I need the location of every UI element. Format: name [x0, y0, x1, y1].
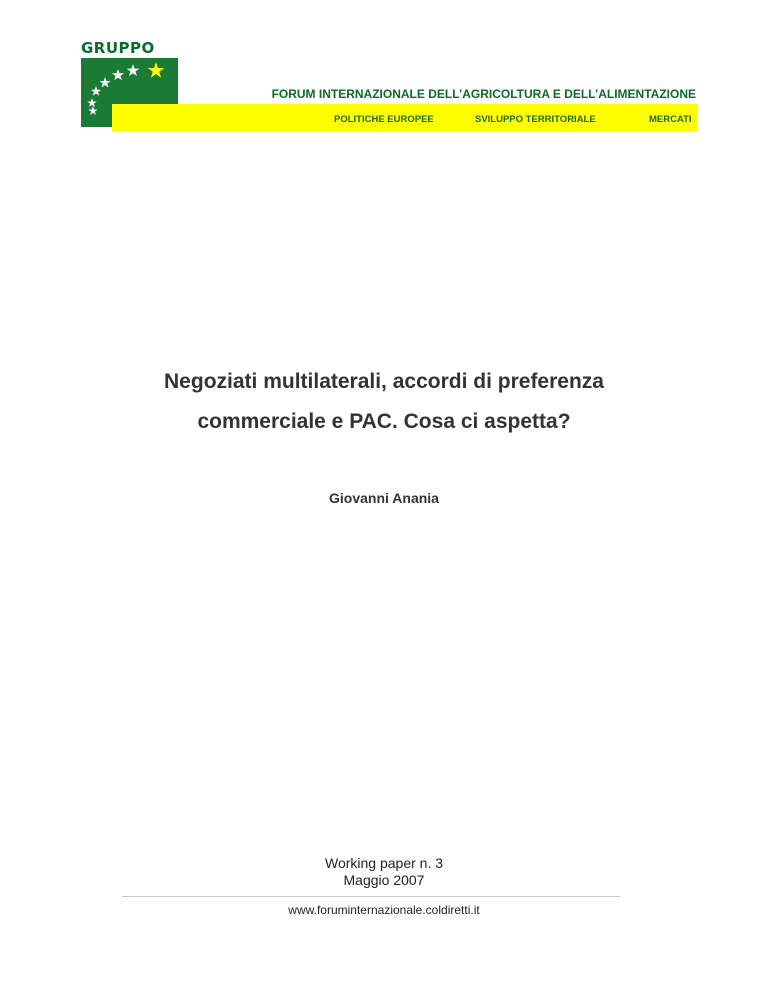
document-title-line-2: commerciale e PAC. Cosa ci aspetta? — [197, 410, 571, 433]
forum-title: FORUM INTERNAZIONALE DELL’AGRICOLTURA E DELL’ALIMENTAZIONE — [271, 87, 696, 101]
nav-sviluppo-territoriale: SVILUPPO TERRITORIALE — [475, 114, 596, 125]
publication-date: Maggio 2007 — [343, 872, 425, 888]
document-title-line-1: Negoziati multilaterali, accordi di preferenza — [164, 370, 604, 393]
nav-politiche-europee: POLITICHE EUROPEE — [334, 114, 434, 125]
author-name: Giovanni Anania — [329, 490, 439, 506]
logo-gruppo-text: GRUPPO — [81, 39, 155, 57]
footer-url: www.foruminternazionale.coldiretti.it — [288, 903, 480, 917]
working-paper-number: Working paper n. 3 — [324, 855, 444, 871]
nav-mercati: MERCATI — [649, 114, 692, 125]
footer-divider — [122, 896, 620, 897]
